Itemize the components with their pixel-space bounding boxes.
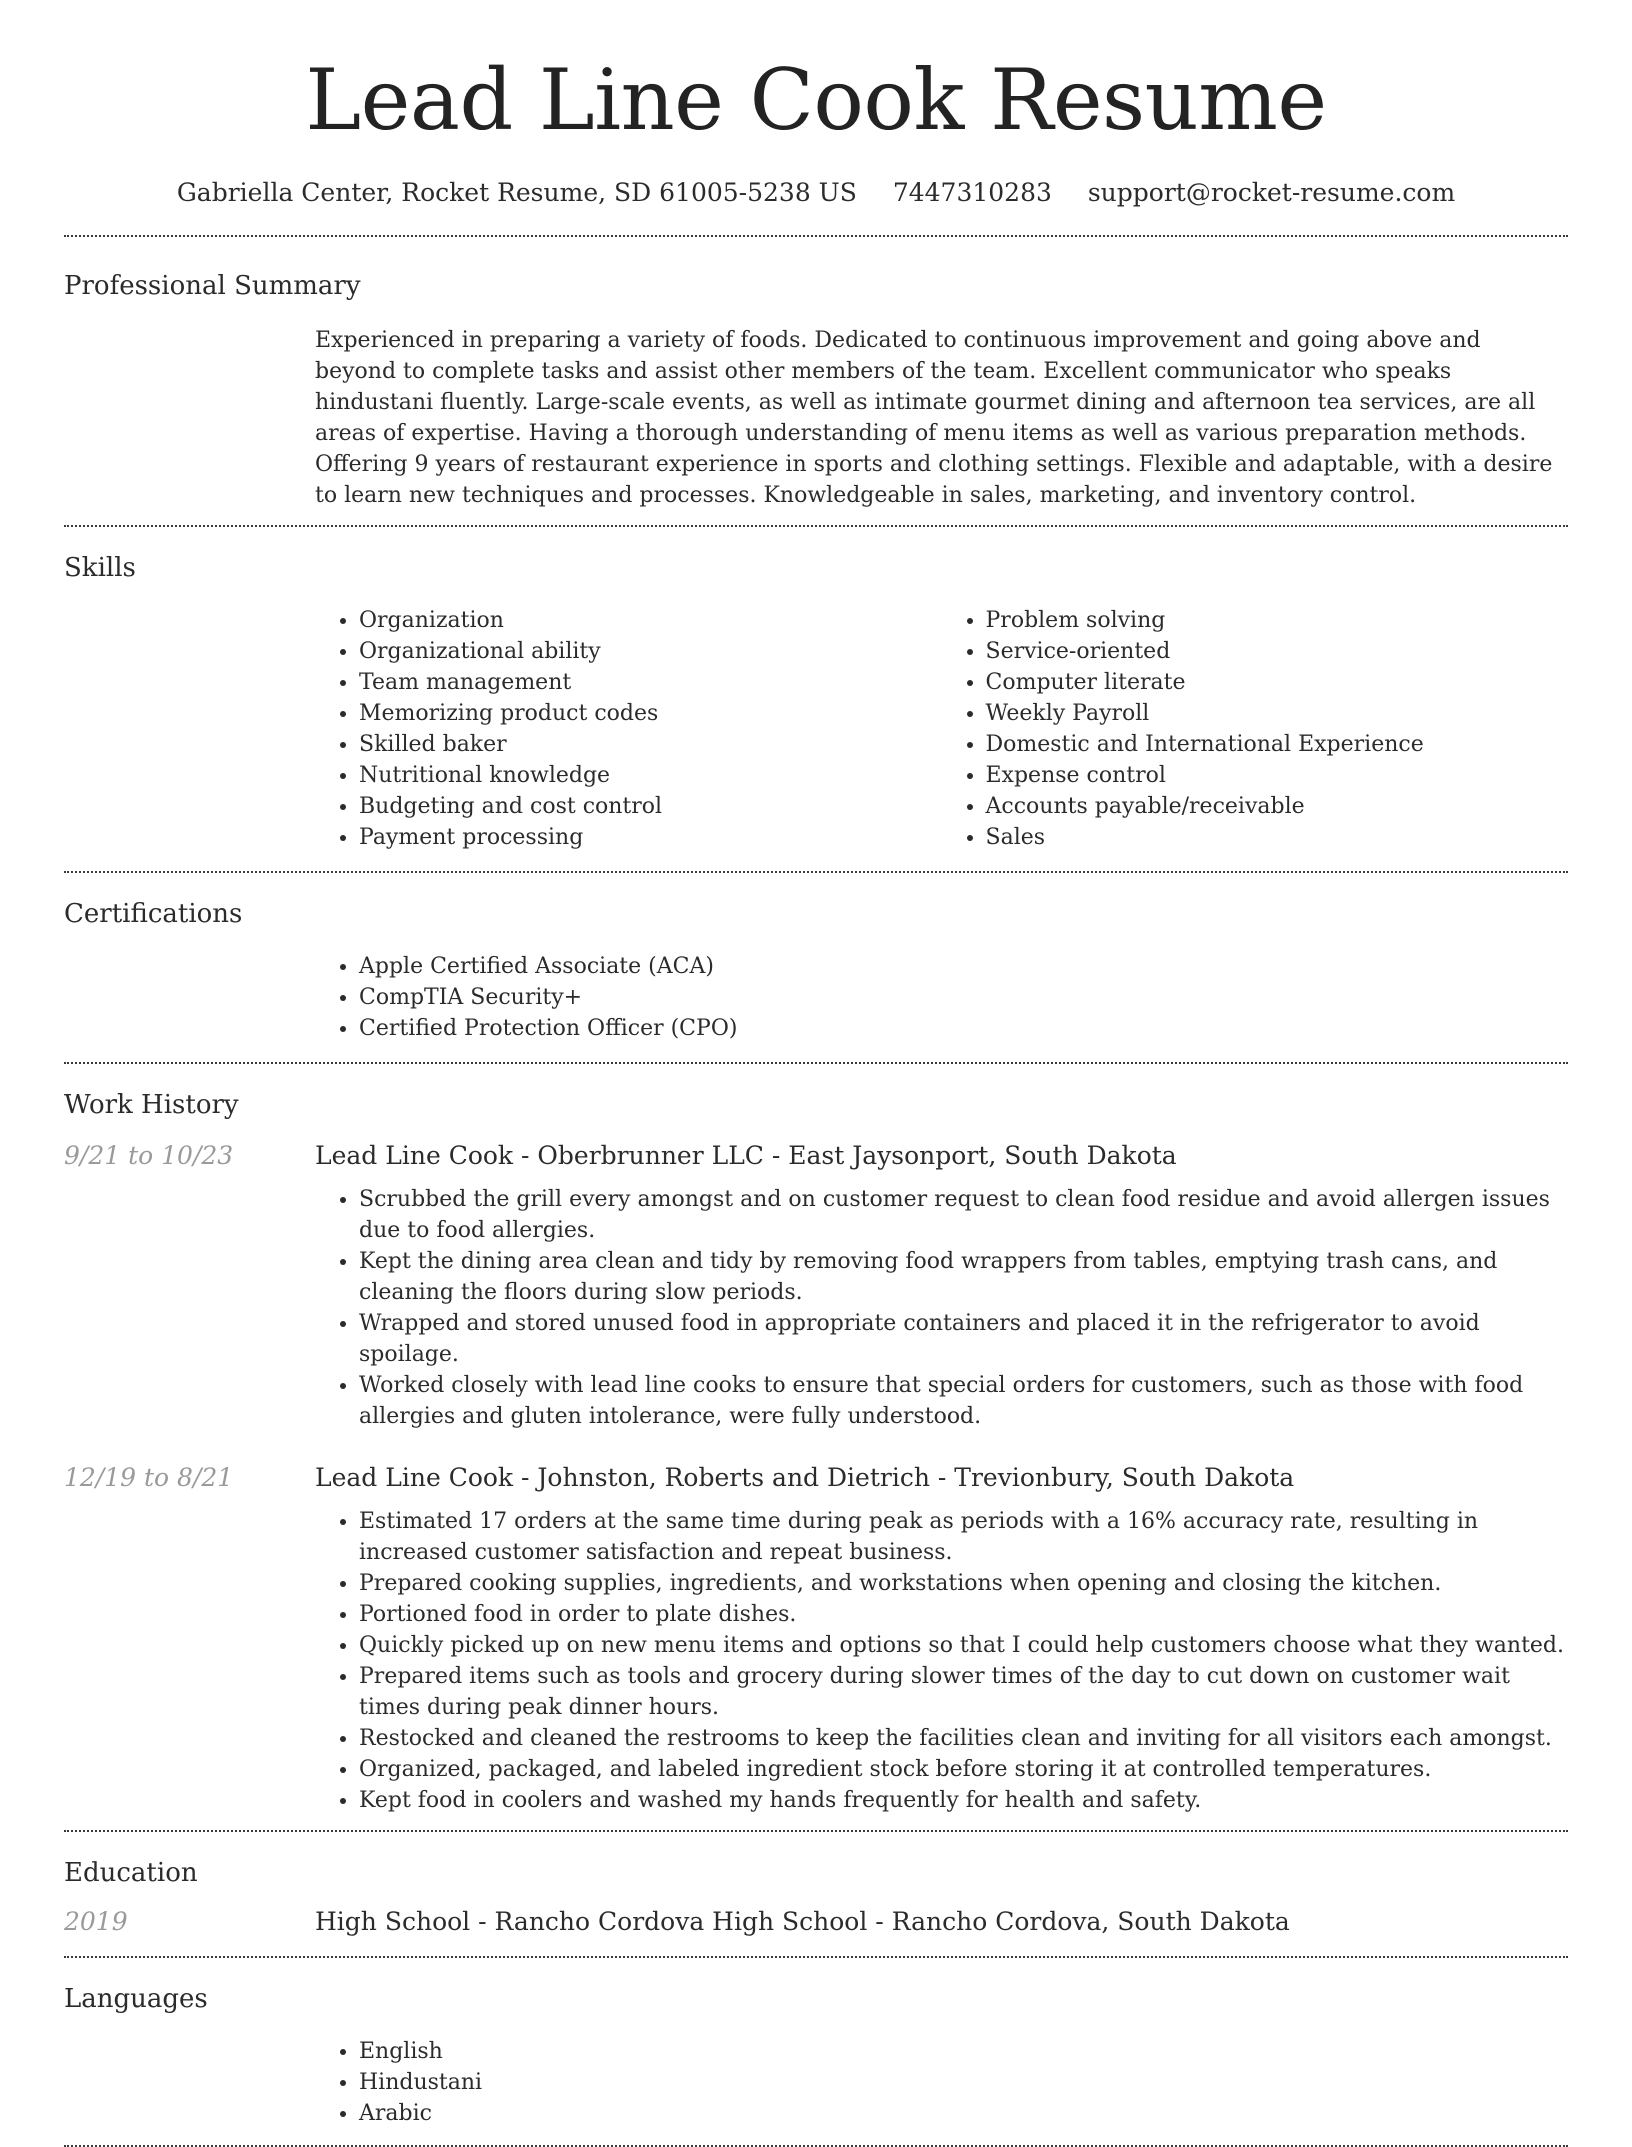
skill-item: • Accounts payable/receivable: [986, 791, 1569, 822]
skills-list-left: [315, 605, 942, 853]
education-date: 2019: [64, 1907, 128, 1936]
job-bullets: [315, 1506, 1568, 1816]
skill-item: • Team management: [359, 667, 942, 698]
certifications-heading: Certifications: [64, 899, 243, 929]
language-item: • Hindustani: [359, 2067, 1568, 2098]
skills-section: [64, 527, 1568, 871]
job-bullet: • Worked closely with lead line cooks to ensure that special orders for customers, such as those with food allergies and gluten intolerance, were fully understood.: [359, 1370, 1568, 1432]
job-bullet: • Restocked and cleaned the restrooms to keep the facilities clean and inviting for all visitors each amongst.: [359, 1723, 1568, 1754]
skill-item: • Sales: [986, 822, 1569, 853]
certification-item: • Apple Certified Associate (ACA): [359, 951, 1568, 982]
languages-section: [64, 1958, 1568, 2145]
job-bullet: • Organized, packaged, and labeled ingredient stock before storing it at controlled temperatures.: [359, 1754, 1568, 1785]
job-bullet: • Scrubbed the grill every amongst and on customer request to clean food residue and avoid allergen issues due to food allergies.: [359, 1184, 1568, 1246]
job-bullet: • Prepared items such as tools and grocery during slower times of the day to cut down on customer wait times during peak dinner hours.: [359, 1661, 1568, 1723]
summary-text: Experienced in preparing a variety of foods. Dedicated to continuous improvement and going above and beyond to complete tasks and assist other members of the team. Excellent communicator who speaks hindustani fluently. Large-scale events, as well as intimate gourmet dining and afternoon tea services, are all areas of expertise. Having a thorough understanding of menu items as well as various preparation methods. Offering 9 years of restaurant experience in sports and clothing settings. Flexible and adaptable, with a desire to learn new techniques and processes. Knowledgeable in sales, marketing, and inventory control.: [315, 328, 1553, 508]
languages-list: [315, 2036, 1568, 2129]
summary-heading: Professional Summary: [64, 271, 361, 301]
work-history-section: [64, 1064, 1568, 1830]
education-entry: [64, 1902, 1568, 1942]
skill-item: • Skilled baker: [359, 729, 942, 760]
job-bullet: • Kept food in coolers and washed my hands frequently for health and safety.: [359, 1785, 1568, 1816]
skill-item: • Computer literate: [986, 667, 1569, 698]
certifications-section: [64, 873, 1568, 1062]
resume-title: Lead Line Cook Resume: [305, 51, 1327, 149]
skill-item: • Payment processing: [359, 822, 942, 853]
skill-item: • Expense control: [986, 760, 1569, 791]
skill-item: • Domestic and International Experience: [986, 729, 1569, 760]
job-bullet: • Wrapped and stored unused food in appropriate containers and placed it in the refrigerator to avoid spoilage.: [359, 1308, 1568, 1370]
job-details: [315, 1458, 1568, 1816]
education-title: High School - Rancho Cordova High School - Rancho Cordova, South Dakota: [315, 1907, 1290, 1936]
education-details: [315, 1902, 1568, 1942]
contact-email: support@rocket-resume.com: [1087, 178, 1456, 207]
languages-body: [315, 2036, 1568, 2129]
certifications-list: [315, 951, 1568, 1044]
contact-phone: 7447310283: [892, 178, 1052, 207]
job-bullets: [315, 1184, 1568, 1432]
skills-columns: [315, 605, 1568, 853]
job-title: Lead Line Cook - Oberbrunner LLC - East Jaysonport, South Dakota: [315, 1141, 1177, 1170]
language-item: • Arabic: [359, 2098, 1568, 2129]
resume-header: [64, 0, 1568, 207]
summary-section: [64, 237, 1568, 525]
job-title: Lead Line Cook - Johnston, Roberts and Dietrich - Trevionbury, South Dakota: [315, 1463, 1295, 1492]
job-bullet: • Portioned food in order to plate dishes.: [359, 1599, 1568, 1630]
skill-item: • Budgeting and cost control: [359, 791, 942, 822]
certification-item: • CompTIA Security+: [359, 982, 1568, 1013]
job-bullet: • Estimated 17 orders at the same time during peak as periods with a 16% accuracy rate, resulting in increased customer satisfaction and repeat business.: [359, 1506, 1568, 1568]
job-date: 12/19 to 8/21: [64, 1463, 234, 1492]
contact-address: Gabriella Center, Rocket Resume, SD 61005-5238 US: [176, 178, 857, 207]
job-entry: [64, 1458, 1568, 1816]
skill-item: • Organizational ability: [359, 636, 942, 667]
skill-item: • Problem solving: [986, 605, 1569, 636]
job-bullet: • Kept the dining area clean and tidy by removing food wrappers from tables, emptying trash cans, and cleaning the floors during slow periods.: [359, 1246, 1568, 1308]
work-history-heading: Work History: [64, 1090, 239, 1120]
job-date: 9/21 to 10/23: [64, 1141, 234, 1170]
certifications-body: [315, 951, 1568, 1044]
languages-heading: Languages: [64, 1984, 208, 2014]
skill-item: • Organization: [359, 605, 942, 636]
certification-item: • Certified Protection Officer (CPO): [359, 1013, 1568, 1044]
job-bullet: • Quickly picked up on new menu items and options so that I could help customers choose what they wanted.: [359, 1630, 1568, 1661]
education-heading: Education: [64, 1858, 198, 1888]
skill-item: • Service-oriented: [986, 636, 1569, 667]
job-entry: [64, 1136, 1568, 1432]
skill-item: • Nutritional knowledge: [359, 760, 942, 791]
job-bullet: • Prepared cooking supplies, ingredients, and workstations when opening and closing the kitchen.: [359, 1568, 1568, 1599]
skills-heading: Skills: [64, 553, 136, 583]
skill-item: • Weekly Payroll: [986, 698, 1569, 729]
contact-line: [64, 178, 1568, 207]
language-item: • English: [359, 2036, 1568, 2067]
job-details: [315, 1136, 1568, 1432]
education-section: [64, 1832, 1568, 1956]
skill-item: • Memorizing product codes: [359, 698, 942, 729]
skills-list-right: [942, 605, 1569, 853]
summary-body: [315, 325, 1568, 511]
